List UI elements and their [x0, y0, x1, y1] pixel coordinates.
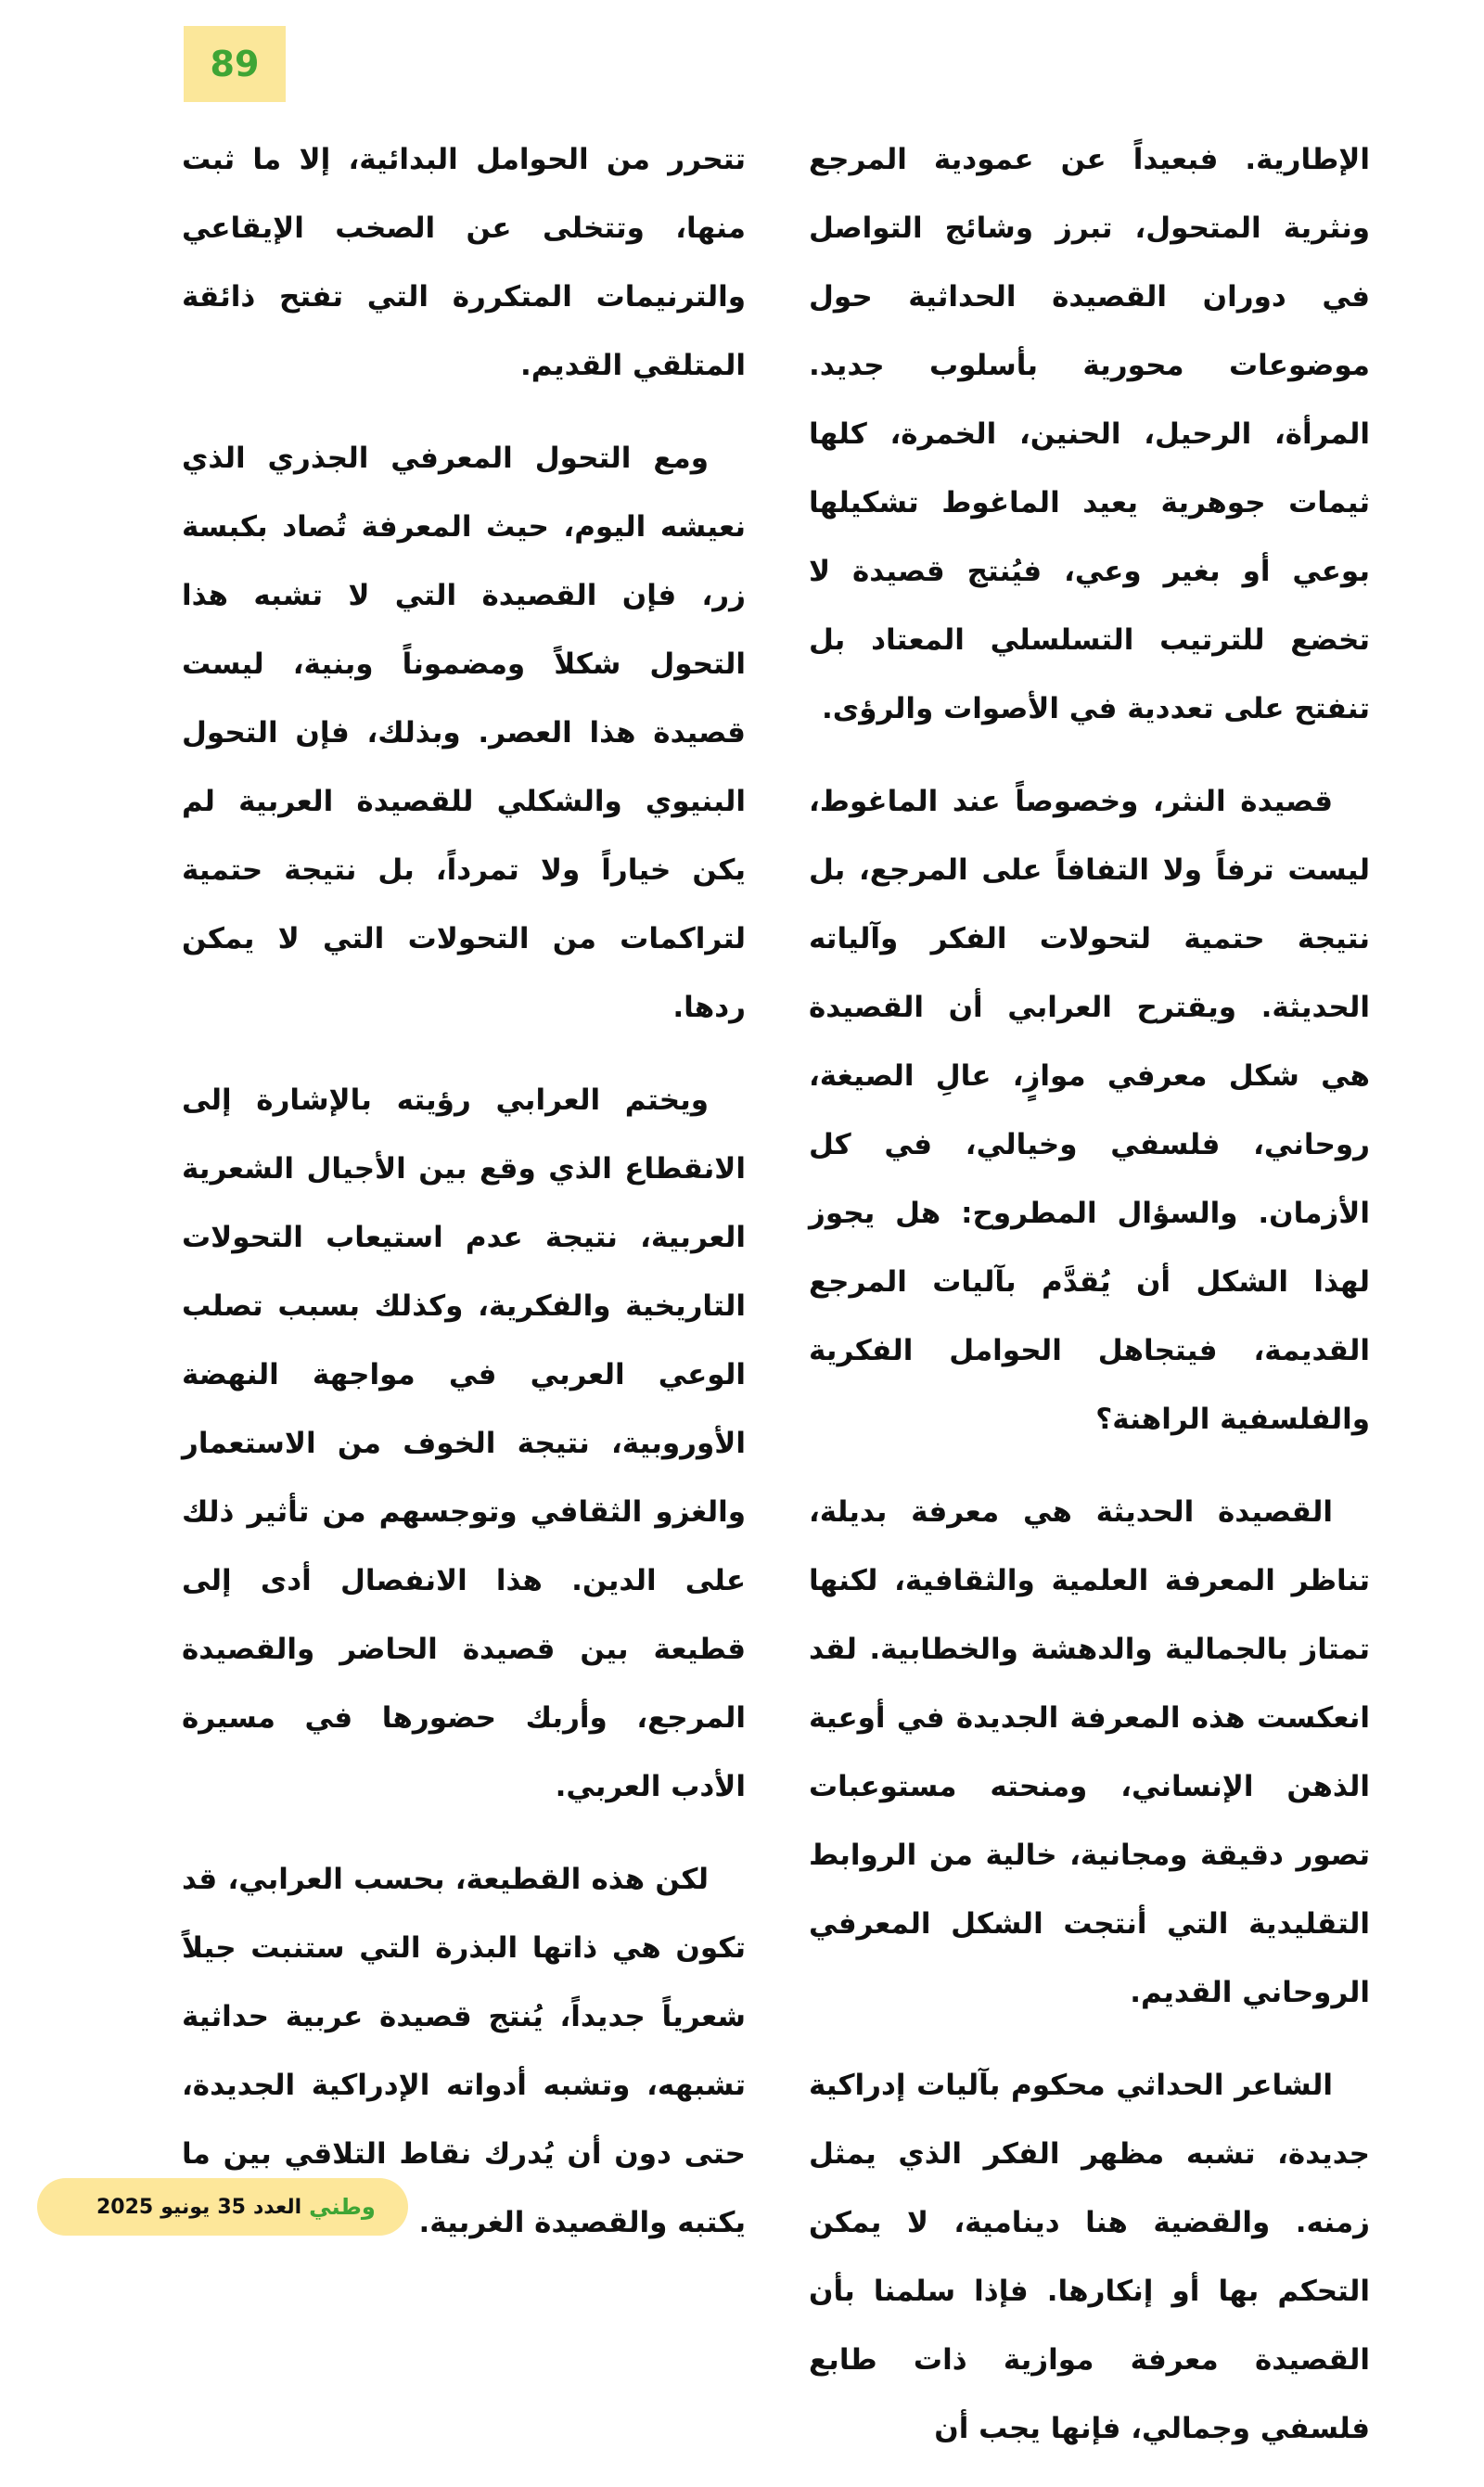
paragraph: القصيدة الحديثة هي معرفة بديلة، تناظر المعرفة العلمية والثقافية، لكنها تمتاز بالجمالية والدهشة والخطابية. لقد انعكست هذه المعرفة الجديدة في أوعية الذهن الإنساني، ومنحته مستوعبات تصور دقيقة ومجانية، خالية من الروابط التقليدية التي أنتجت الشكل المعرفي الروحاني القديم.: [809, 1495, 1370, 2009]
paragraph: قصيدة النثر، وخصوصاً عند الماغوط، ليست ترفاً ولا التفافاً على المرجع، بل نتيجة حتمية لتحولات الفكر وآلياته الحديثة. ويقترح العرابي أن القصيدة هي شكل معرفي موازٍ، عالِ الصيغة، روحاني، فلسفي وخيالي، في كل الأزمان. والسؤال المطروح: هل يجوز لهذا الشكل أن يُقدَّم بآليات المرجع القديمة، فيتجاهل الحوامل الفكرية والفلسفية الراهنة؟: [809, 785, 1370, 1436]
article-column-left: [182, 125, 746, 2281]
paragraph: تتحرر من الحوامل البدائية، إلا ما ثبت منها، وتتخلى عن الصخب الإيقاعي والترنيمات المتكررة التي تفتح ذائقة المتلقي القديم.: [182, 143, 746, 382]
paragraph: ومع التحول المعرفي الجذري الذي نعيشه اليوم، حيث المعرفة تُصاد بكبسة زر، فإن القصيدة التي لا تشبه هذا التحول شكلاً ومضموناً وبنية، ليست قصيدة هذا العصر. وبذلك، فإن التحول البنيوي والشكلي للقصيدة العربية لم يكن خياراً ولا تمرداً، بل نتيجة حتمية لتراكمات من التحولات التي لا يمكن ردها.: [182, 442, 746, 1024]
footer-issue-info: [37, 2178, 408, 2236]
page-number: 89: [184, 26, 286, 102]
paragraph: الشاعر الحداثي محكوم بآليات إدراكية جديدة، تشبه مظهر الفكر الذي يمثل زمنه. والقضية هنا دينامية، لا يمكن التحكم بها أو إنكارها. فإذا سلمنا بأن القصيدة معرفة موازية ذات طابع فلسفي وجمالي، فإنها يجب أن: [809, 2069, 1370, 2445]
paragraph: لكن هذه القطيعة، بحسب العرابي، قد تكون هي ذاتها البذرة التي ستنبت جيلاً شعرياً جديداً، يُنتج قصيدة عربية حداثية تشبهه، وتشبه أدواته الإدراكية الجديدة، حتى دون أن يُدرك نقاط التلاقي بين ما يكتبه والقصيدة الغربية.: [182, 1863, 746, 2239]
footer-year: 2025: [96, 2195, 154, 2219]
footer-brand: وطني: [309, 2194, 376, 2220]
footer-issue-number: 35: [217, 2195, 246, 2219]
article-column-right: [809, 125, 1370, 2487]
footer-issue-label: العدد: [252, 2195, 302, 2219]
paragraph: ويختم العرابي رؤيته بالإشارة إلى الانقطاع الذي وقع بين الأجيال الشعرية العربية، نتيجة عدم استيعاب التحولات التاريخية والفكرية، وكذلك بسبب تصلب الوعي العربي في مواجهة النهضة الأوروبية، نتيجة الخوف من الاستعمار والغزو الثقافي وتوجسهم من تأثير ذلك على الدين. هذا الانفصال أدى إلى قطيعة بين قصيدة الحاضر والقصيدة المرجع، وأربك حضورها في مسيرة الأدب العربي.: [182, 1083, 746, 1803]
paragraph: الإطارية. فبعيداً عن عمودية المرجع ونثرية المتحول، تبرز وشائج التواصل في دوران القصيدة الحداثية حول موضوعات محورية بأسلوب جديد. المرأة، الرحيل، الحنين، الخمرة، كلها ثيمات جوهرية يعيد الماغوط تشكيلها بوعي أو بغير وعي، فيُنتج قصيدة لا تخضع للترتيب التسلسلي المعتاد بل تنفتح على تعددية في الأصوات والرؤى.: [809, 143, 1370, 725]
footer-month: يونيو: [160, 2195, 211, 2219]
